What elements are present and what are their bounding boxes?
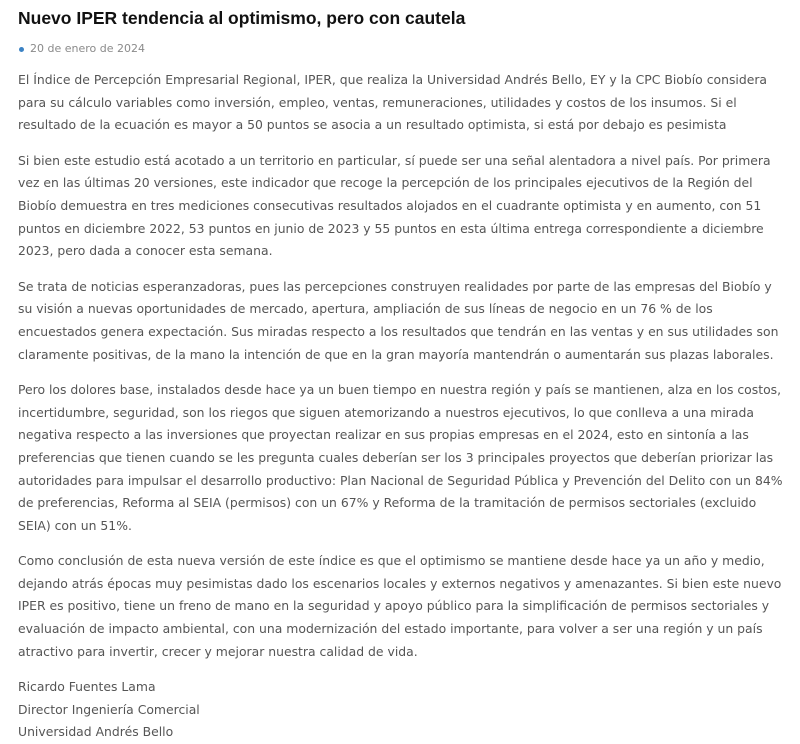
publish-date: 20 de enero de 2024 <box>30 42 145 55</box>
article-meta <box>18 42 784 56</box>
author-name: Ricardo Fuentes Lama <box>18 679 156 695</box>
bullet-dot-icon <box>19 47 24 52</box>
paragraph-3: Se trata de noticias esperanzadoras, pues las percepciones construyen realidades por parte de las empresas del Biobío y su visión a nuevas oportunidades de mercado, apertura, ampliación de sus líneas de negocio en un 76 % de los encuestados genera expectación. Sus miradas respecto a los resultados que tendrán en las ventas y en sus utilidades son claramente positivas, de la mano la intención de que en la gran mayoría mantendrán o aumentarán sus plazas laborales. <box>18 278 779 362</box>
author-institution: Universidad Andrés Bello <box>18 724 174 740</box>
paragraph-4: Pero los dolores base, instalados desde hace ya un buen tiempo en nuestra región y país se mantienen, alza en los costos, incertidumbre, seguridad, son los riegos que siguen atemorizando a nuestros ejecutivos, lo que conlleva a una mirada negativa respecto a las inversiones que proyectan realizar en sus propias empresas en el 2024, esto en sintonía a las preferencias que tienen cuando se les pregunta cuales deberían ser los 3 principales proyectos que deberían priorizar las autoridades para impulsar el desarrollo productivo: Plan Nacional de Seguridad Pública y Prevención del Delito con un 84% de preferencias, Reforma al SEIA (permisos) con un 67% y Reforma de la tramitación de permisos sectoriales (excluido SEIA) con un 51%. <box>18 382 783 533</box>
paragraph-5: Como conclusión de esta nueva versión de este índice es que el optimismo se mantiene desde hace ya un año y medio, dejando atrás épocas muy pesimistas dado los escenarios locales y externos negativos y amenazantes. Si bien este nuevo IPER es positivo, tiene un freno de mano en la seguridad y apoyo público para la simplificación de permisos sectoriales y evaluación de impacto ambiental, con una modernización del estado importante, para volver a ser una región y un país atractivo para invertir, crecer y mejorar nuestra calidad de vida. <box>18 553 782 659</box>
author-signature <box>18 676 784 744</box>
article-body <box>18 69 784 744</box>
article-title: Nuevo IPER tendencia al optimismo, pero con cautela <box>18 8 466 28</box>
author-role: Director Ingeniería Comercial <box>18 701 200 717</box>
paragraph-1: El Índice de Percepción Empresarial Regional, IPER, que realiza la Universidad Andrés Bello, EY y la CPC Biobío considera para su cálculo variables como inversión, empleo, ventas, remuneraciones, utilidades y costos de los insumos. Si el resultado de la ecuación es mayor a 50 puntos se asocia a un resultado optimista, si está por debajo es pesimista <box>18 72 768 133</box>
paragraph-2: Si bien este estudio está acotado a un territorio en particular, sí puede ser una señal alentadora a nivel país. Por primera vez en las últimas 20 versiones, este indicador que recoge la percepción de los principales ejecutivos de la Región del Biobío demuestra en tres mediciones consecutivas resultados alojados en el cuadrante optimista y en aumento, con 51 puntos en diciembre 2022, 53 puntos en junio de 2023 y 55 puntos en esta última entrega correspondiente a diciembre 2023, pero dada a conocer esta semana. <box>18 152 771 259</box>
article <box>18 0 784 744</box>
